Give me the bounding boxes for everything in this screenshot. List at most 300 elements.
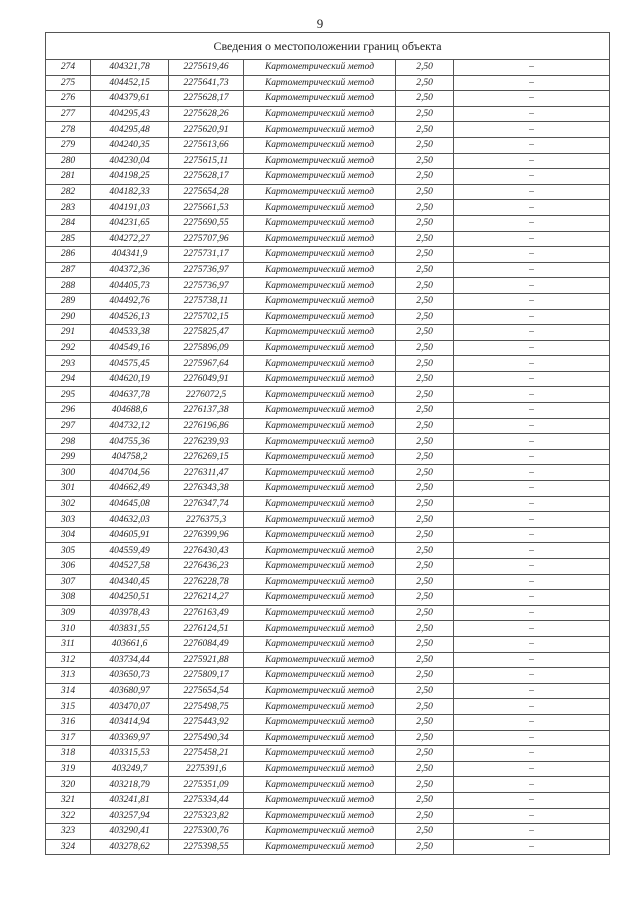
accuracy-cell: 2,50 [396,730,454,746]
description-cell: – [454,309,610,325]
point-number-cell: 304 [46,527,91,543]
y-coordinate-cell: 2275615,11 [169,153,244,169]
point-number-cell: 290 [46,309,91,325]
x-coordinate-cell: 404295,43 [91,106,169,122]
x-coordinate-cell: 404182,33 [91,184,169,200]
accuracy-cell: 2,50 [396,231,454,247]
x-coordinate-cell: 404340,45 [91,574,169,590]
description-cell: – [454,605,610,621]
accuracy-cell: 2,50 [396,325,454,341]
table-row [46,652,610,668]
accuracy-cell: 2,50 [396,636,454,652]
table-caption: Сведения о местоположении границ объекта [46,33,610,60]
method-cell: Картометрический метод [244,231,396,247]
method-cell: Картометрический метод [244,106,396,122]
x-coordinate-cell: 404492,76 [91,293,169,309]
x-coordinate-cell: 404272,27 [91,231,169,247]
y-coordinate-cell: 2276124,51 [169,621,244,637]
boundary-coordinates-table [45,32,610,855]
x-coordinate-cell: 403978,43 [91,605,169,621]
x-coordinate-cell: 404549,16 [91,340,169,356]
table-row [46,449,610,465]
table-row [46,730,610,746]
y-coordinate-cell: 2276196,86 [169,418,244,434]
description-cell: – [454,652,610,668]
method-cell: Картометрический метод [244,621,396,637]
accuracy-cell: 2,50 [396,481,454,497]
method-cell: Картометрический метод [244,60,396,76]
x-coordinate-cell: 404452,15 [91,75,169,91]
x-coordinate-cell: 403831,55 [91,621,169,637]
x-coordinate-cell: 404321,78 [91,60,169,76]
y-coordinate-cell: 2275398,55 [169,839,244,855]
table-row [46,559,610,575]
table-row [46,605,610,621]
table-row [46,247,610,263]
point-number-cell: 286 [46,247,91,263]
y-coordinate-cell: 2276049,91 [169,371,244,387]
table-row [46,262,610,278]
point-number-cell: 321 [46,792,91,808]
description-cell: – [454,512,610,528]
accuracy-cell: 2,50 [396,605,454,621]
y-coordinate-cell: 2275334,44 [169,792,244,808]
x-coordinate-cell: 404372,36 [91,262,169,278]
x-coordinate-cell: 404732,12 [91,418,169,434]
description-cell: – [454,231,610,247]
accuracy-cell: 2,50 [396,340,454,356]
x-coordinate-cell: 404645,08 [91,496,169,512]
table-row [46,777,610,793]
x-coordinate-cell: 404250,51 [91,590,169,606]
point-number-cell: 303 [46,512,91,528]
accuracy-cell: 2,50 [396,590,454,606]
table-row [46,293,610,309]
table-row [46,122,610,138]
y-coordinate-cell: 2275628,17 [169,169,244,185]
method-cell: Картометрический метод [244,559,396,575]
point-number-cell: 295 [46,387,91,403]
accuracy-cell: 2,50 [396,683,454,699]
table-row [46,200,610,216]
x-coordinate-cell: 404405,73 [91,278,169,294]
point-number-cell: 305 [46,543,91,559]
point-number-cell: 310 [46,621,91,637]
method-cell: Картометрический метод [244,403,396,419]
table-row [46,278,610,294]
description-cell: – [454,465,610,481]
table-row [46,839,610,855]
y-coordinate-cell: 2275896,09 [169,340,244,356]
description-cell: – [454,636,610,652]
point-number-cell: 313 [46,668,91,684]
x-coordinate-cell: 403278,62 [91,839,169,855]
method-cell: Картометрический метод [244,122,396,138]
method-cell: Картометрический метод [244,418,396,434]
point-number-cell: 293 [46,356,91,372]
point-number-cell: 296 [46,403,91,419]
x-coordinate-cell: 404755,36 [91,434,169,450]
method-cell: Картометрический метод [244,387,396,403]
table-row [46,356,610,372]
description-cell: – [454,403,610,419]
point-number-cell: 323 [46,824,91,840]
x-coordinate-cell: 404191,03 [91,200,169,216]
y-coordinate-cell: 2276084,49 [169,636,244,652]
x-coordinate-cell: 404575,45 [91,356,169,372]
method-cell: Картометрический метод [244,761,396,777]
table-row [46,325,610,341]
table-row [46,683,610,699]
accuracy-cell: 2,50 [396,559,454,575]
point-number-cell: 297 [46,418,91,434]
table-row [46,636,610,652]
accuracy-cell: 2,50 [396,60,454,76]
table-row [46,496,610,512]
accuracy-cell: 2,50 [396,512,454,528]
description-cell: – [454,777,610,793]
x-coordinate-cell: 404632,03 [91,512,169,528]
accuracy-cell: 2,50 [396,356,454,372]
description-cell: – [454,434,610,450]
table-row [46,137,610,153]
accuracy-cell: 2,50 [396,824,454,840]
method-cell: Картометрический метод [244,792,396,808]
point-number-cell: 282 [46,184,91,200]
point-number-cell: 288 [46,278,91,294]
x-coordinate-cell: 404662,49 [91,481,169,497]
point-number-cell: 276 [46,91,91,107]
accuracy-cell: 2,50 [396,652,454,668]
method-cell: Картометрический метод [244,824,396,840]
x-coordinate-cell: 404526,13 [91,309,169,325]
description-cell: – [454,278,610,294]
table-row [46,714,610,730]
method-cell: Картометрический метод [244,153,396,169]
y-coordinate-cell: 2276072,5 [169,387,244,403]
point-number-cell: 311 [46,636,91,652]
accuracy-cell: 2,50 [396,527,454,543]
y-coordinate-cell: 2276375,3 [169,512,244,528]
method-cell: Картометрический метод [244,512,396,528]
description-cell: – [454,824,610,840]
accuracy-cell: 2,50 [396,91,454,107]
description-cell: – [454,106,610,122]
point-number-cell: 319 [46,761,91,777]
point-number-cell: 281 [46,169,91,185]
x-coordinate-cell: 404704,56 [91,465,169,481]
description-cell: – [454,746,610,762]
description-cell: – [454,122,610,138]
description-cell: – [454,356,610,372]
method-cell: Картометрический метод [244,340,396,356]
point-number-cell: 301 [46,481,91,497]
y-coordinate-cell: 2275351,09 [169,777,244,793]
method-cell: Картометрический метод [244,668,396,684]
point-number-cell: 284 [46,215,91,231]
y-coordinate-cell: 2275619,46 [169,60,244,76]
y-coordinate-cell: 2275654,28 [169,184,244,200]
description-cell: – [454,153,610,169]
point-number-cell: 315 [46,699,91,715]
table-row [46,340,610,356]
description-cell: – [454,137,610,153]
description-cell: – [454,590,610,606]
method-cell: Картометрический метод [244,247,396,263]
method-cell: Картометрический метод [244,169,396,185]
point-number-cell: 280 [46,153,91,169]
description-cell: – [454,668,610,684]
description-cell: – [454,559,610,575]
description-cell: – [454,527,610,543]
table-row [46,169,610,185]
x-coordinate-cell: 404637,78 [91,387,169,403]
table-row [46,512,610,528]
description-cell: – [454,761,610,777]
point-number-cell: 320 [46,777,91,793]
y-coordinate-cell: 2276347,74 [169,496,244,512]
method-cell: Картометрический метод [244,839,396,855]
description-cell: – [454,683,610,699]
accuracy-cell: 2,50 [396,106,454,122]
x-coordinate-cell: 404620,19 [91,371,169,387]
accuracy-cell: 2,50 [396,543,454,559]
point-number-cell: 324 [46,839,91,855]
method-cell: Картометрический метод [244,683,396,699]
point-number-cell: 316 [46,714,91,730]
description-cell: – [454,200,610,216]
method-cell: Картометрический метод [244,527,396,543]
description-cell: – [454,839,610,855]
x-coordinate-cell: 403470,07 [91,699,169,715]
point-number-cell: 306 [46,559,91,575]
accuracy-cell: 2,50 [396,200,454,216]
x-coordinate-cell: 404341,9 [91,247,169,263]
x-coordinate-cell: 404688,6 [91,403,169,419]
x-coordinate-cell: 404533,38 [91,325,169,341]
description-cell: – [454,293,610,309]
y-coordinate-cell: 2275628,17 [169,91,244,107]
y-coordinate-cell: 2276343,38 [169,481,244,497]
y-coordinate-cell: 2275654,54 [169,683,244,699]
y-coordinate-cell: 2275443,92 [169,714,244,730]
table-row [46,481,610,497]
table-row [46,231,610,247]
description-cell: – [454,184,610,200]
point-number-cell: 287 [46,262,91,278]
description-cell: – [454,808,610,824]
point-number-cell: 318 [46,746,91,762]
x-coordinate-cell: 403650,73 [91,668,169,684]
method-cell: Картометрический метод [244,91,396,107]
method-cell: Картометрический метод [244,137,396,153]
accuracy-cell: 2,50 [396,621,454,637]
method-cell: Картометрический метод [244,434,396,450]
method-cell: Картометрический метод [244,808,396,824]
table-row [46,527,610,543]
x-coordinate-cell: 403369,97 [91,730,169,746]
y-coordinate-cell: 2275690,55 [169,215,244,231]
table-row [46,184,610,200]
accuracy-cell: 2,50 [396,262,454,278]
point-number-cell: 322 [46,808,91,824]
description-cell: – [454,543,610,559]
x-coordinate-cell: 404295,48 [91,122,169,138]
table-row [46,621,610,637]
y-coordinate-cell: 2275620,91 [169,122,244,138]
method-cell: Картометрический метод [244,652,396,668]
description-cell: – [454,699,610,715]
description-cell: – [454,247,610,263]
point-number-cell: 298 [46,434,91,450]
x-coordinate-cell: 404527,58 [91,559,169,575]
point-number-cell: 278 [46,122,91,138]
y-coordinate-cell: 2275702,15 [169,309,244,325]
description-cell: – [454,621,610,637]
description-cell: – [454,60,610,76]
accuracy-cell: 2,50 [396,465,454,481]
y-coordinate-cell: 2275707,96 [169,231,244,247]
point-number-cell: 294 [46,371,91,387]
table-row [46,808,610,824]
y-coordinate-cell: 2275458,21 [169,746,244,762]
y-coordinate-cell: 2275498,75 [169,699,244,715]
x-coordinate-cell: 404230,04 [91,153,169,169]
point-number-cell: 292 [46,340,91,356]
y-coordinate-cell: 2275967,64 [169,356,244,372]
y-coordinate-cell: 2275323,82 [169,808,244,824]
y-coordinate-cell: 2276399,96 [169,527,244,543]
description-cell: – [454,574,610,590]
table-row [46,746,610,762]
method-cell: Картометрический метод [244,714,396,730]
method-cell: Картометрический метод [244,293,396,309]
method-cell: Картометрический метод [244,777,396,793]
description-cell: – [454,730,610,746]
description-cell: – [454,215,610,231]
description-cell: – [454,714,610,730]
method-cell: Картометрический метод [244,215,396,231]
y-coordinate-cell: 2276269,15 [169,449,244,465]
x-coordinate-cell: 403680,97 [91,683,169,699]
y-coordinate-cell: 2275736,97 [169,278,244,294]
y-coordinate-cell: 2275738,11 [169,293,244,309]
point-number-cell: 300 [46,465,91,481]
point-number-cell: 283 [46,200,91,216]
accuracy-cell: 2,50 [396,496,454,512]
y-coordinate-cell: 2275921,88 [169,652,244,668]
y-coordinate-cell: 2275613,66 [169,137,244,153]
description-cell: – [454,262,610,278]
x-coordinate-cell: 404758,2 [91,449,169,465]
y-coordinate-cell: 2275628,26 [169,106,244,122]
table-row [46,215,610,231]
point-number-cell: 289 [46,293,91,309]
description-cell: – [454,75,610,91]
y-coordinate-cell: 2276436,23 [169,559,244,575]
description-cell: – [454,371,610,387]
x-coordinate-cell: 403218,79 [91,777,169,793]
accuracy-cell: 2,50 [396,169,454,185]
description-cell: – [454,449,610,465]
accuracy-cell: 2,50 [396,184,454,200]
accuracy-cell: 2,50 [396,761,454,777]
accuracy-cell: 2,50 [396,714,454,730]
accuracy-cell: 2,50 [396,215,454,231]
method-cell: Картометрический метод [244,262,396,278]
page-number: 9 [316,16,324,31]
x-coordinate-cell: 404605,91 [91,527,169,543]
description-cell: – [454,91,610,107]
point-number-cell: 299 [46,449,91,465]
point-number-cell: 275 [46,75,91,91]
method-cell: Картометрический метод [244,605,396,621]
accuracy-cell: 2,50 [396,247,454,263]
table-row [46,60,610,76]
method-cell: Картометрический метод [244,184,396,200]
point-number-cell: 317 [46,730,91,746]
table-row [46,543,610,559]
description-cell: – [454,481,610,497]
table-row [46,153,610,169]
point-number-cell: 285 [46,231,91,247]
table-row [46,590,610,606]
y-coordinate-cell: 2275490,34 [169,730,244,746]
accuracy-cell: 2,50 [396,371,454,387]
method-cell: Картометрический метод [244,371,396,387]
x-coordinate-cell: 403414,94 [91,714,169,730]
table-row [46,699,610,715]
y-coordinate-cell: 2276137,38 [169,403,244,419]
method-cell: Картометрический метод [244,309,396,325]
accuracy-cell: 2,50 [396,777,454,793]
point-number-cell: 307 [46,574,91,590]
table-row [46,824,610,840]
table-row [46,418,610,434]
accuracy-cell: 2,50 [396,403,454,419]
description-cell: – [454,496,610,512]
point-number-cell: 312 [46,652,91,668]
point-number-cell: 309 [46,605,91,621]
table-row [46,75,610,91]
method-cell: Картометрический метод [244,75,396,91]
method-cell: Картометрический метод [244,449,396,465]
y-coordinate-cell: 2275736,97 [169,262,244,278]
y-coordinate-cell: 2275731,17 [169,247,244,263]
accuracy-cell: 2,50 [396,122,454,138]
table-row [46,761,610,777]
description-cell: – [454,387,610,403]
method-cell: Картометрический метод [244,574,396,590]
method-cell: Картометрический метод [244,636,396,652]
accuracy-cell: 2,50 [396,746,454,762]
method-cell: Картометрический метод [244,200,396,216]
point-number-cell: 291 [46,325,91,341]
x-coordinate-cell: 403241,81 [91,792,169,808]
x-coordinate-cell: 404240,35 [91,137,169,153]
accuracy-cell: 2,50 [396,574,454,590]
method-cell: Картометрический метод [244,278,396,294]
x-coordinate-cell: 403315,53 [91,746,169,762]
point-number-cell: 308 [46,590,91,606]
accuracy-cell: 2,50 [396,278,454,294]
accuracy-cell: 2,50 [396,434,454,450]
point-number-cell: 302 [46,496,91,512]
method-cell: Картометрический метод [244,496,396,512]
y-coordinate-cell: 2276311,47 [169,465,244,481]
accuracy-cell: 2,50 [396,839,454,855]
x-coordinate-cell: 403734,44 [91,652,169,668]
